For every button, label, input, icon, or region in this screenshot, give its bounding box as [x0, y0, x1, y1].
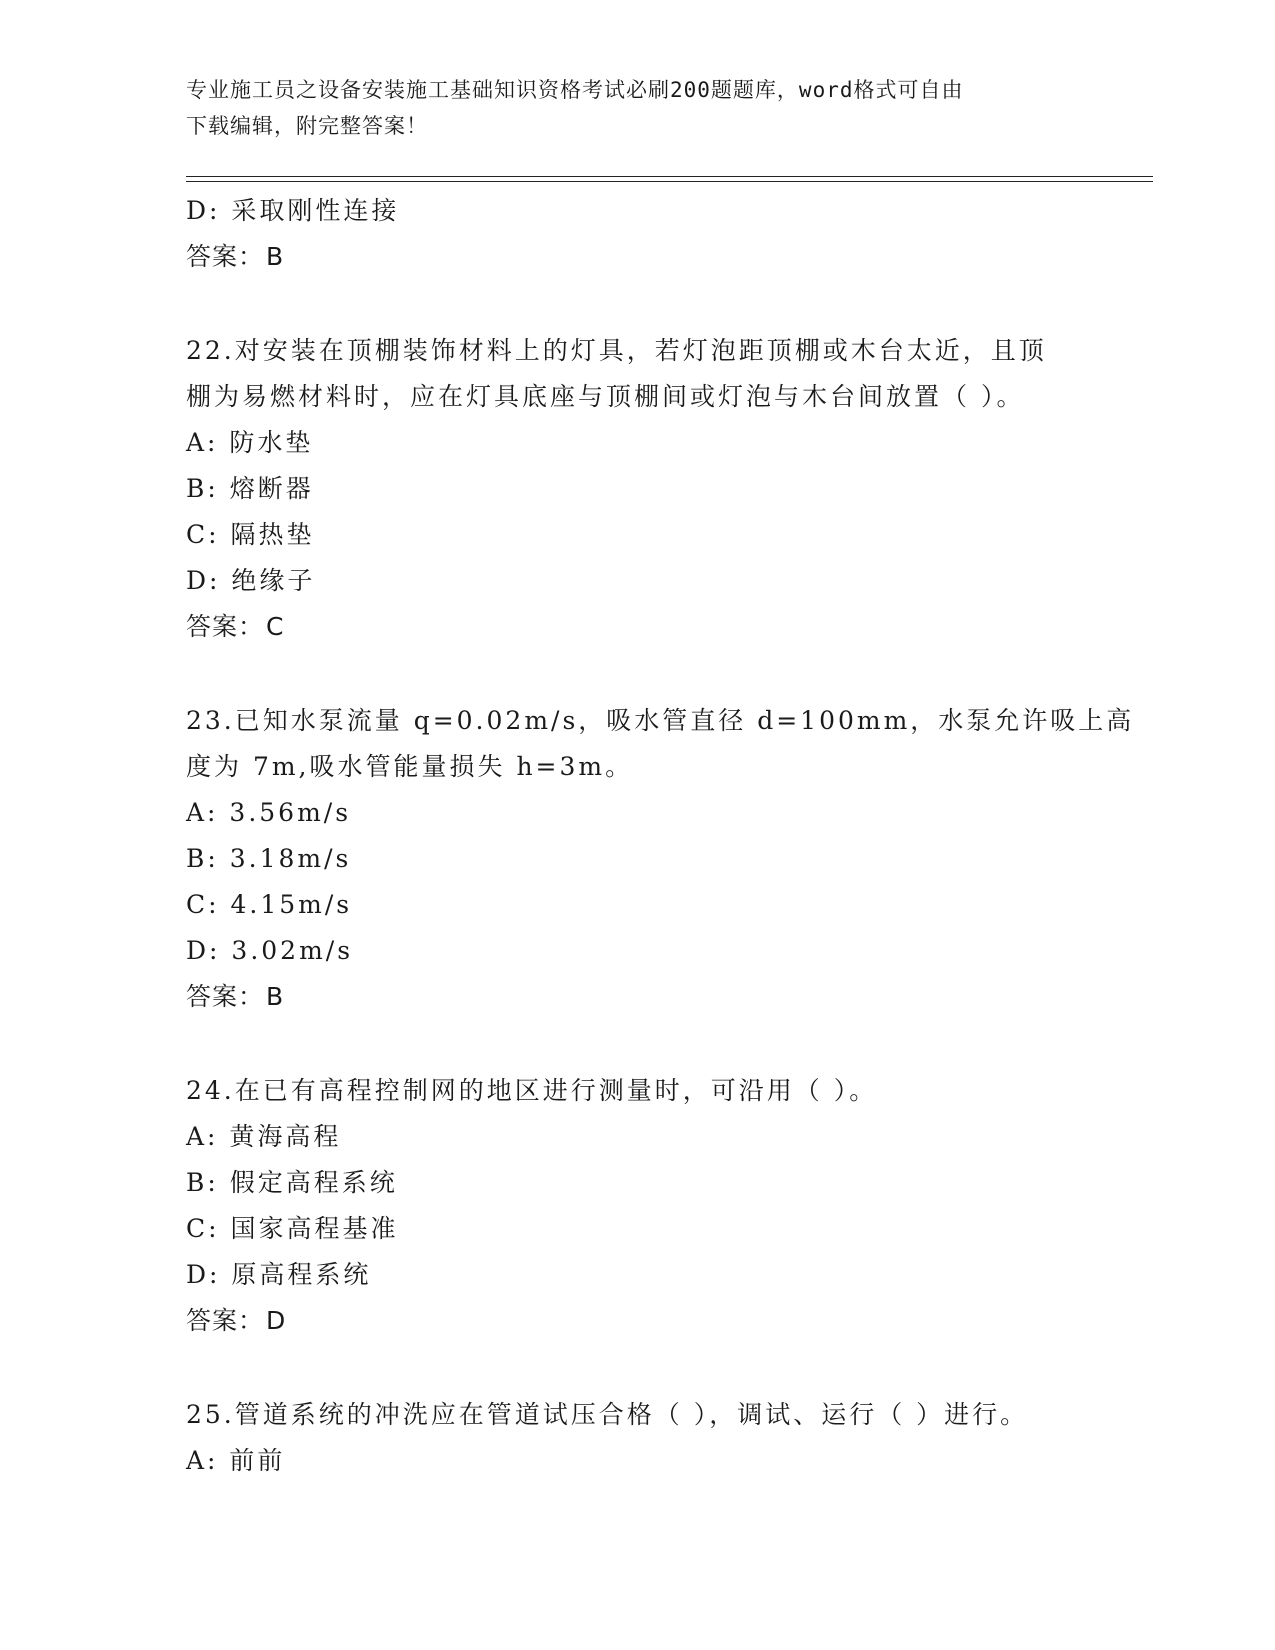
header-line-2: 下载编辑，附完整答案！: [186, 114, 428, 138]
answer-label: 答案：: [186, 982, 265, 1011]
answer-line: [186, 974, 1086, 1020]
option-b: B: 熔断器: [186, 474, 314, 503]
question-text: 23.已知水泵流量 q=0.02m/s，吸水管直径 d=100mm，水泵允许吸上高: [186, 706, 1135, 735]
option-d: D: 采取刚性连接: [186, 196, 400, 225]
answer-line: [186, 604, 1086, 650]
question-text: 25.管道系统的冲洗应在管道试压合格（ ），调试、运行（ ）进行。: [186, 1400, 1029, 1429]
option-d: D: 原高程系统: [186, 1260, 372, 1289]
question-block: [186, 698, 1135, 1020]
answer-value: D: [266, 1306, 287, 1335]
question-block: [186, 328, 1086, 650]
option-a: A: 黄海高程: [186, 1122, 342, 1151]
header-rule-top: [186, 176, 1153, 177]
option-d: D: 3.02m/s: [186, 936, 354, 965]
question-block: [186, 1068, 1086, 1344]
answer-value: C: [266, 612, 285, 641]
option-c: C: 国家高程基准: [186, 1214, 399, 1243]
option-a: A: 3.56m/s: [186, 798, 352, 827]
question-block: [186, 1392, 1086, 1484]
answer-value: B: [266, 982, 285, 1011]
question-text: 22.对安装在顶棚装饰材料上的灯具，若灯泡距顶棚或木台太近，且顶: [186, 336, 1047, 365]
option-a: A: 防水垫: [186, 428, 314, 457]
option-c: C: 隔热垫: [186, 520, 315, 549]
answer-line: [186, 1298, 1086, 1344]
page-header: [186, 72, 1086, 144]
header-line-1: 专业施工员之设备安装施工基础知识资格考试必刷200题题库，word格式可自由: [186, 78, 964, 102]
question-text: 棚为易燃材料时，应在灯具底座与顶棚间或灯泡与木台间放置（ ）。: [186, 382, 1025, 411]
option-a: A: 前前: [186, 1446, 286, 1475]
option-b: B: 假定高程系统: [186, 1168, 398, 1197]
option-c: C: 4.15m/s: [186, 890, 353, 919]
answer-line: [186, 234, 1086, 280]
header-rule-bottom: [186, 181, 1153, 182]
document-body: [186, 188, 1135, 1484]
answer-label: 答案：: [186, 242, 265, 271]
option-b: B: 3.18m/s: [186, 844, 352, 873]
answer-label: 答案：: [186, 612, 265, 641]
answer-value: B: [266, 242, 285, 271]
answer-label: 答案：: [186, 1306, 265, 1335]
option-d: D: 绝缘子: [186, 566, 316, 595]
question-text: 度为 7m,吸水管能量损失 h=3m。: [186, 752, 634, 781]
question-text: 24.在已有高程控制网的地区进行测量时，可沿用（ ）。: [186, 1076, 878, 1105]
